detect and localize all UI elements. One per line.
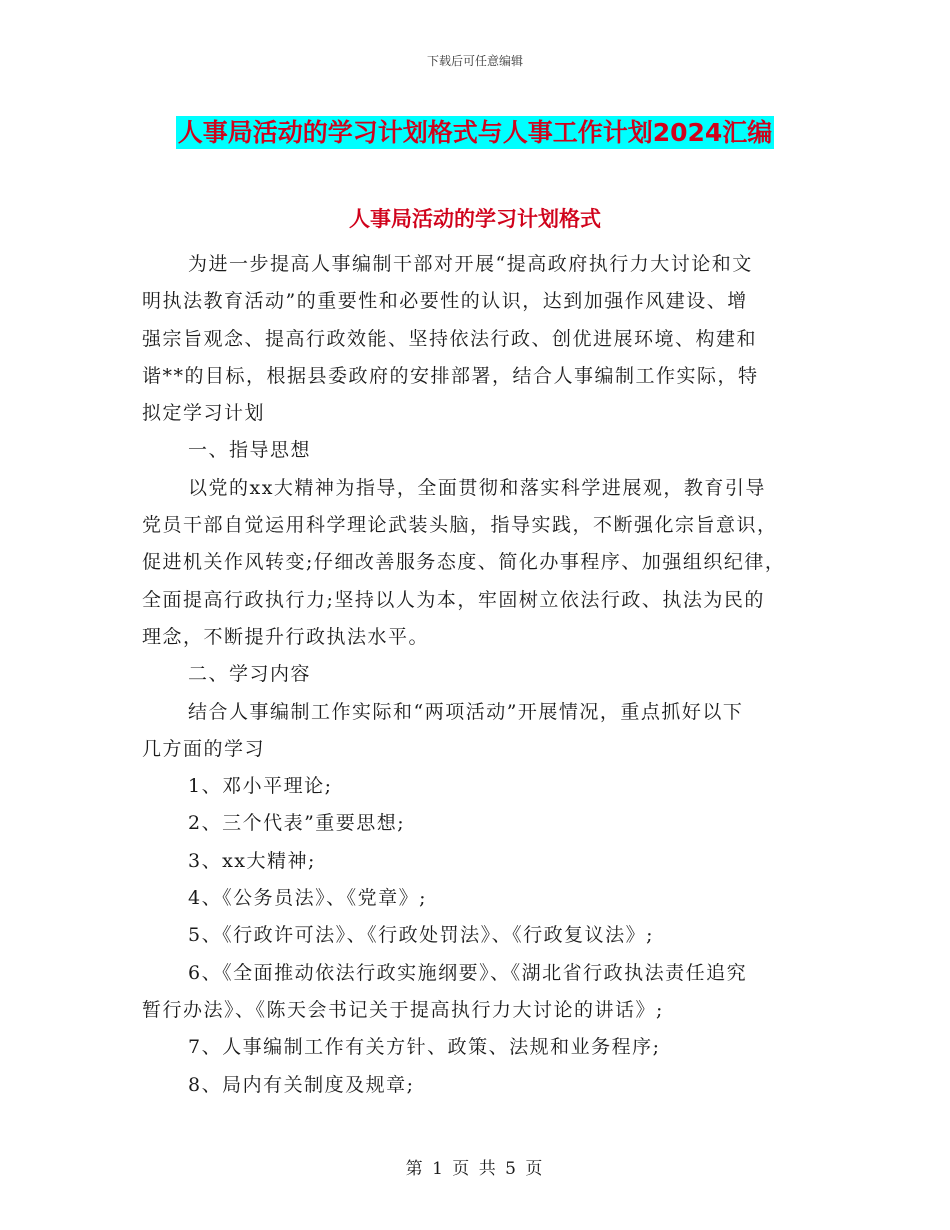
list-item-continuation: 暂行办法》、《陈天会书记关于提高执行力大讨论的讲话》; <box>142 998 664 1021</box>
paragraph-line: 全面提高行政执行力;坚持以人为本，牢固树立依法行政、执法为民的 <box>142 588 765 611</box>
page-header: 下载后可任意编辑 <box>426 54 523 68</box>
list-item: 1、邓小平理论; <box>188 775 333 798</box>
document-title <box>0 113 950 149</box>
paragraph-line: 理念，不断提升行政执法水平。 <box>142 625 430 648</box>
paragraph-line: 几方面的学习 <box>142 737 266 760</box>
paragraph-line: 强宗旨观念、提高行政效能、坚持依法行政、创优进展环境、构建和 <box>142 327 758 350</box>
list-item: 7、人事编制工作有关方针、政策、法规和业务程序; <box>188 1036 661 1059</box>
list-item: 2、三个代表”重要思想; <box>188 812 406 835</box>
paragraph-line: 为进一步提高人事编制干部对开展“提高政府执行力大讨论和文 <box>188 253 753 275</box>
paragraph-line: 以党的xx大精神为指导，全面贯彻和落实科学进展观，教育引导 <box>188 476 766 499</box>
section-title: 人事局活动的学习计划格式 <box>349 207 601 231</box>
paragraph-line: 谐**的目标，根据县委政府的安排部署，结合人事编制工作实际，特 <box>142 364 759 387</box>
list-item: 6、《全面推动依法行政实施纲要》、《湖北省行政执法责任追究 <box>188 961 748 984</box>
body-text <box>142 246 814 1104</box>
document-title-text: 人事局活动的学习计划格式与人事工作计划2024汇编 <box>177 118 773 147</box>
paragraph-line: 拟定学习计划 <box>142 402 266 425</box>
section-heading: 一、指导思想 <box>188 439 312 462</box>
paragraph-line: 结合人事编制工作实际和“两项活动”开展情况，重点抓好以下 <box>188 700 744 723</box>
section-heading: 二、学习内容 <box>188 663 312 686</box>
page-footer: 第 1 页 共 5 页 <box>405 1159 545 1179</box>
list-item: 3、xx大精神; <box>188 849 316 872</box>
list-item: 8、局内有关制度及规章; <box>188 1073 415 1096</box>
paragraph-line: 明执法教育活动”的重要性和必要性的认识，达到加强作风建设、增 <box>142 290 748 313</box>
paragraph-line: 党员干部自觉运用科学理论武装头脑，指导实践，不断强化宗旨意识， <box>142 514 778 537</box>
list-item: 4、《公务员法》、《党章》; <box>188 887 427 910</box>
paragraph-line: 促进机关作风转变;仔细改善服务态度、简化办事程序、加强组织纪律， <box>142 551 786 574</box>
list-item: 5、《行政许可法》、《行政处罚法》、《行政复议法》; <box>188 924 654 947</box>
